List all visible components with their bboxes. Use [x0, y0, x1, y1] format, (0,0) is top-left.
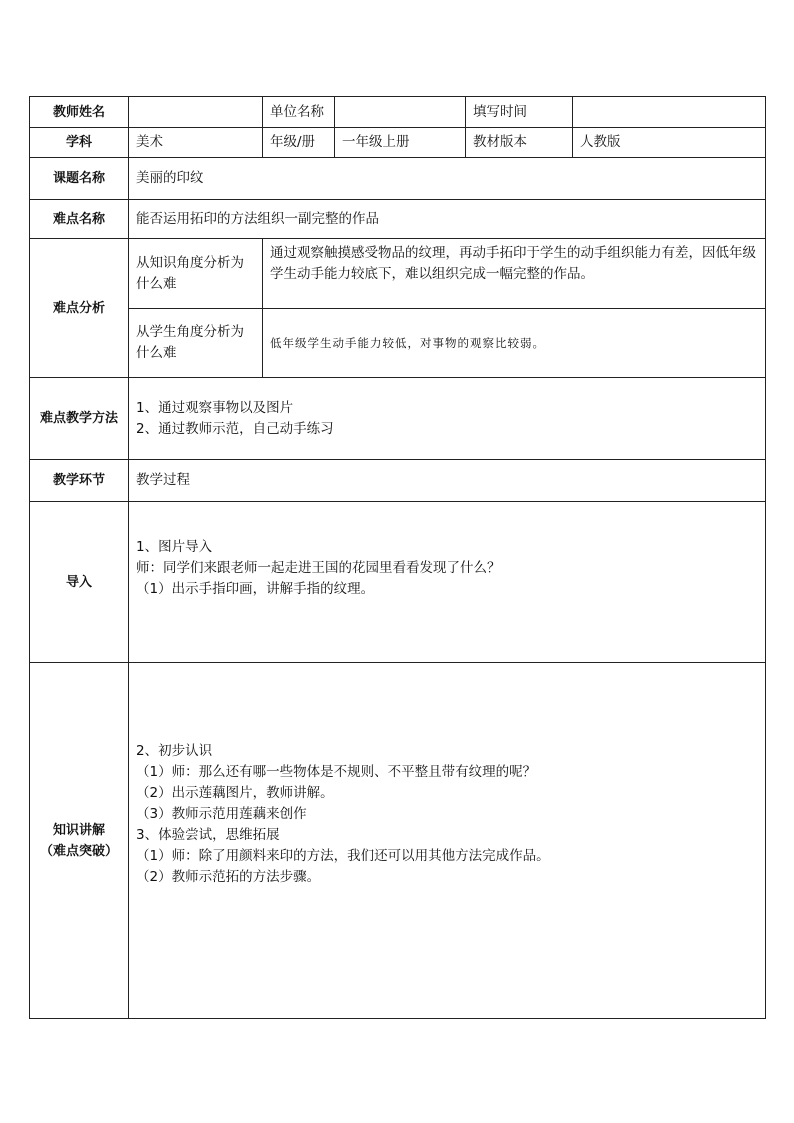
knowledge-label-line1: 知识讲解: [52, 822, 105, 838]
intro-line: 师：同学们来跟老师一起走进王国的花园里看看发现了什么？: [136, 559, 501, 576]
student-angle-label: 从学生角度分析为什么难: [129, 309, 263, 378]
knowledge-line: （1）师：除了用颜料来印的方法，我们还可以用其他方法完成作品。: [136, 848, 550, 864]
teaching-stage-label: 教学环节: [30, 460, 129, 502]
row-difficulty: [30, 200, 766, 239]
difficulty-label: 难点名称: [30, 200, 129, 239]
knowledge-line: 3、体验尝试，思维拓展: [136, 827, 280, 843]
intro-label: 导入: [30, 502, 129, 663]
method-line: 1、通过观察事物以及图片: [136, 399, 294, 416]
row-knowledge: [30, 663, 766, 1019]
teaching-method-content[interactable]: [129, 378, 766, 460]
difficulty-analysis-label: 难点分析: [30, 239, 129, 378]
teaching-method-label: 难点教学方法: [30, 378, 129, 460]
knowledge-line: （2）教师示范拓的方法步骤。: [136, 869, 321, 885]
knowledge-angle-text[interactable]: 通过观察触摸感受物品的纹理，再动手拓印于学生的动手组织能力有差，因低年级学生动手能力较底下，难以组织完成一幅完整的作品。: [263, 239, 766, 309]
fill-time-value[interactable]: [573, 97, 766, 128]
row-intro: [30, 502, 766, 663]
row-teacher: [30, 97, 766, 128]
knowledge-line: 2、初步认识: [136, 743, 213, 759]
unit-name-value[interactable]: [335, 97, 466, 128]
row-analysis-student: [30, 309, 766, 378]
grade-value[interactable]: 一年级上册: [335, 128, 466, 158]
fill-time-label: 填写时间: [466, 97, 573, 128]
subject-label: 学科: [30, 128, 129, 158]
student-angle-text[interactable]: 低年级学生动手能力较低，对事物的观察比较弱。: [263, 309, 766, 378]
knowledge-content[interactable]: [129, 663, 766, 1019]
teaching-process-label: 教学过程: [129, 460, 766, 502]
knowledge-label-line2: （难点突破）: [39, 843, 118, 859]
row-process-header: [30, 460, 766, 502]
knowledge-line: （1）师：那么还有哪一些物体是不规则、不平整且带有纹理的呢？: [136, 764, 537, 780]
edition-label: 教材版本: [466, 128, 573, 158]
teacher-name-value[interactable]: [129, 97, 263, 128]
intro-line: 1、图片导入: [136, 538, 213, 555]
knowledge-label: [30, 663, 129, 1019]
knowledge-angle-label: 从知识角度分析为什么难: [129, 239, 263, 309]
intro-spacer: [136, 600, 758, 628]
grade-label: 年级/册: [263, 128, 335, 158]
edition-value[interactable]: 人教版: [573, 128, 766, 158]
lesson-plan-table: [29, 96, 766, 1019]
lesson-title-label: 课题名称: [30, 158, 129, 200]
teacher-name-label: 教师姓名: [30, 97, 129, 128]
row-method: [30, 378, 766, 460]
knowledge-line: （3）教师示范用莲藕来创作: [136, 806, 307, 822]
row-subject: [30, 128, 766, 158]
row-analysis-knowledge: [30, 239, 766, 309]
method-line: 2、通过教师示范，自己动手练习: [136, 420, 334, 437]
intro-line: （1）出示手指印画，讲解手指的纹理。: [136, 580, 375, 597]
row-lesson-title: [30, 158, 766, 200]
knowledge-line: （2）出示莲藕图片，教师讲解。: [136, 785, 334, 801]
difficulty-value[interactable]: 能否运用拓印的方法组织一副完整的作品: [129, 200, 766, 239]
unit-name-label: 单位名称: [263, 97, 335, 128]
intro-content[interactable]: [129, 502, 766, 663]
lesson-title-value[interactable]: 美丽的印纹: [129, 158, 766, 200]
subject-value[interactable]: 美术: [129, 128, 263, 158]
